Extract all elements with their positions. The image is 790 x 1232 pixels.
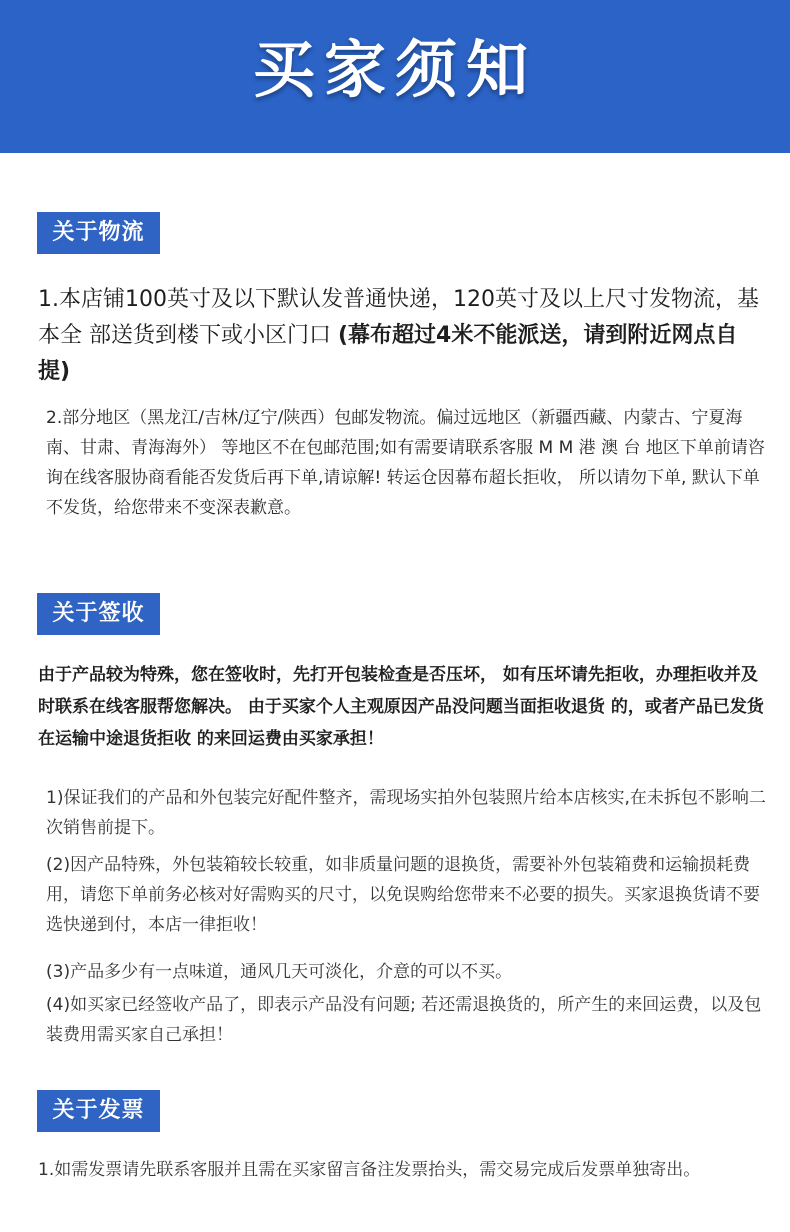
section-tag-logistics: 关于物流 xyxy=(37,212,160,254)
logistics-p1-regular: 1.本店铺100英寸及以下默认发普通快递，120英寸及以上尺寸发物流，基本全 部送货到楼下或小区门口 xyxy=(38,287,759,348)
receipt-item-3: (3)产品多少有一点味道，通风几天可淡化，介意的可以不买。 xyxy=(46,962,513,982)
receipt-item-1: 1)保证我们的产品和外包装完好配件整齐，需现场实拍外包装照片给本店核实,在未拆包不影响二次销售前提下。 xyxy=(46,788,766,838)
invoice-paragraph-1: 1.如需发票请先联系客服并且需在买家留言备注发票抬头，需交易完成后发票单独寄出。 xyxy=(38,1160,701,1180)
logistics-p1-bold: (幕布超过4米不能派送，请到附近网点自提) xyxy=(38,323,738,384)
receipt-item-2: (2)因产品特殊，外包装箱较长较重，如非质量问题的退换货，需要补外包装箱费和运输损耗费用，请您下单前务必核对好需购买的尺寸，以免误购给您带来不必要的损失。买家退换货请不要选快递到付，本店一律拒收！ xyxy=(46,855,760,935)
receipt-bold-notice: 由于产品较为特殊，您在签收时，先打开包装检查是否压坏， 如有压坏请先拒收，办理拒收并及时联系在线客服帮您解决。 由于买家个人主观原因产品没问题当面拒收退货 的，或者产品已发货在运输中途退货拒收 的来回运费由买家承担！ xyxy=(38,665,764,749)
receipt-item-4: (4)如买家已经签收产品了，即表示产品没有问题; 若还需退换货的，所产生的来回运费，以及包装费用需买家自己承担！ xyxy=(46,995,762,1045)
header-banner xyxy=(0,0,790,153)
section-tag-receipt: 关于签收 xyxy=(37,593,160,635)
page-title: 买家须知 xyxy=(252,33,537,106)
section-tag-invoice: 关于发票 xyxy=(37,1090,160,1132)
logistics-paragraph-1 xyxy=(38,282,766,390)
logistics-paragraph-2: 2.部分地区（黑龙江/吉林/辽宁/陕西）包邮发物流。偏过远地区（新疆西藏、内蒙古、宁夏海南、甘肃、青海海外） 等地区不在包邮范围;如有需要请联系客服 M M 港 澳 台 地区下单前请咨询在线客服协商看能否发货后再下单,请谅解! 转运仓因幕布超长拒收， 所以请勿下单, 默认下单不发货，给您带来不变深表歉意。 xyxy=(46,408,765,518)
